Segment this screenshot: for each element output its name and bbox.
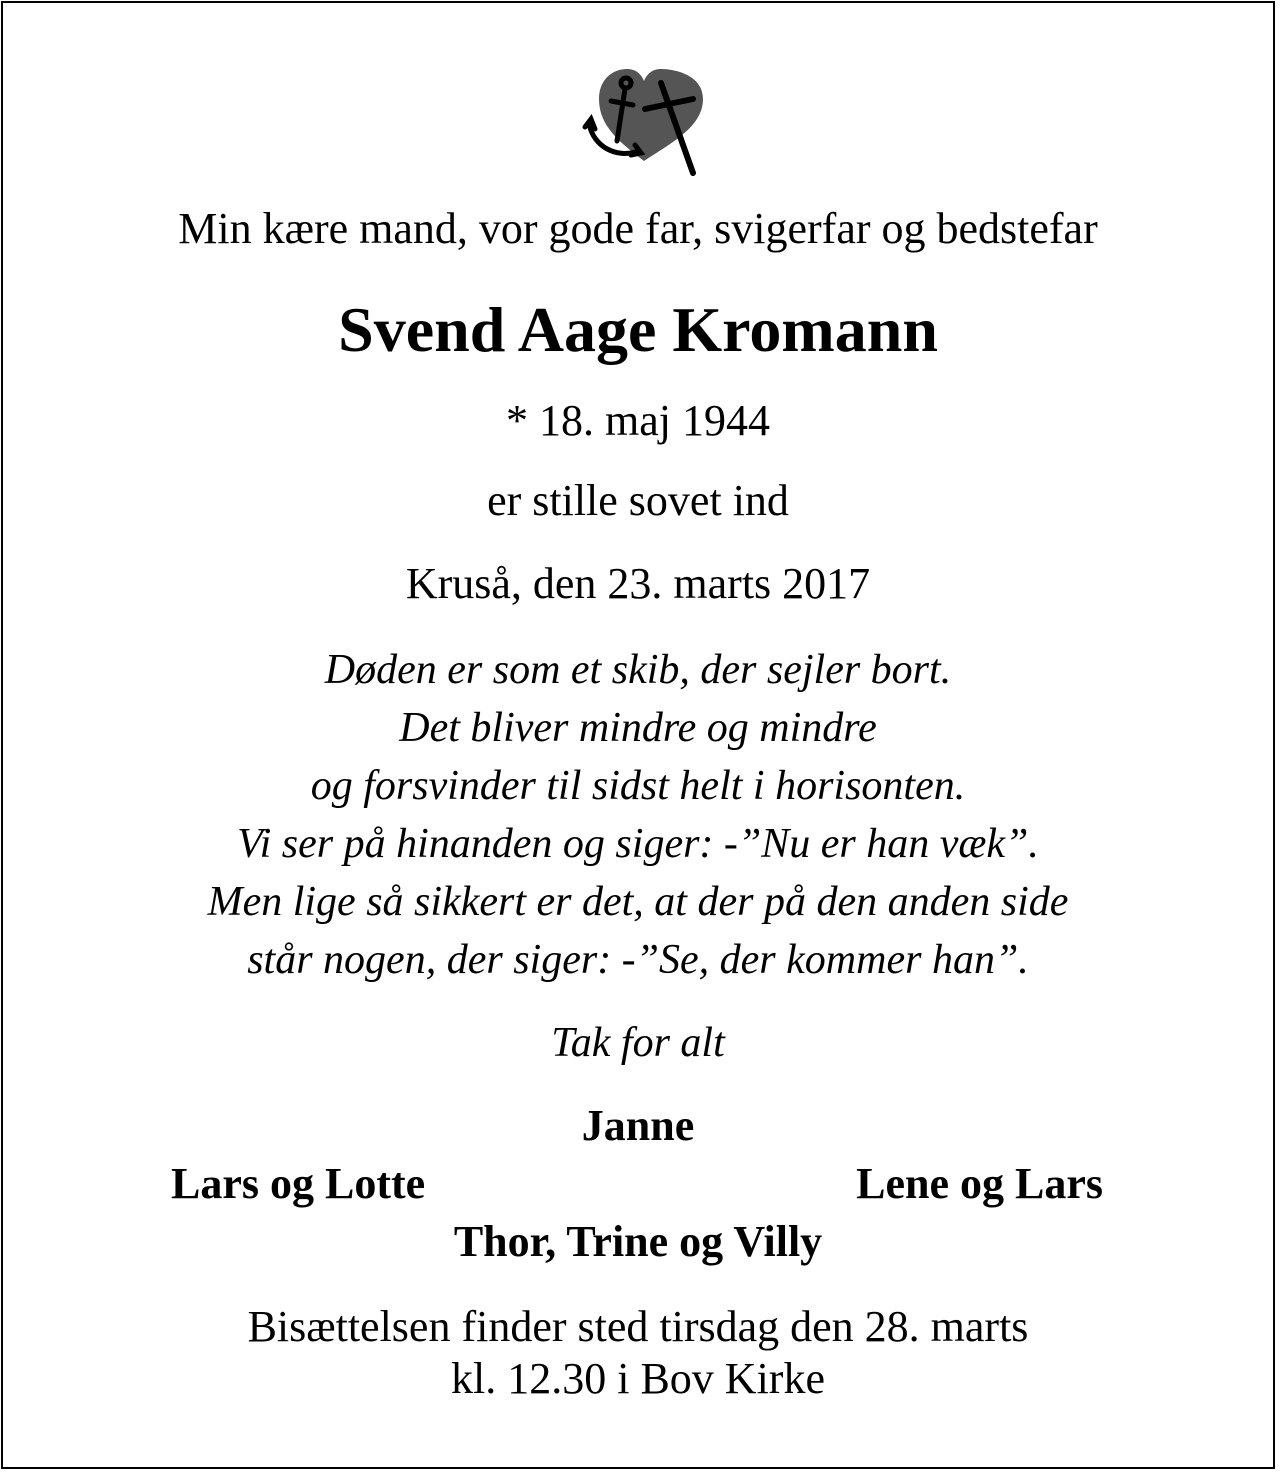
thanks-text: Tak for alt: [551, 1020, 725, 1066]
family-grandchildren: Thor, Trine og Villy: [453, 1217, 823, 1266]
faith-hope-love-icon: [581, 61, 707, 177]
place-and-date: Kruså, den 23. marts 2017: [405, 559, 871, 608]
family-right: Lene og Lars: [856, 1159, 1103, 1208]
obituary-notice: [1, 1, 1275, 1469]
deceased-name: Svend Aage Kromann: [338, 294, 938, 365]
poem-line: står nogen, der siger: -”Se, der kommer han”.: [247, 937, 1029, 983]
heart-shape: [599, 69, 703, 161]
intro-text: Min kære mand, vor gode far, svigerfar og bedstefar: [178, 204, 1098, 253]
poem: [3, 641, 1273, 989]
poem-line: Døden er som et skib, der sejler bort.: [324, 647, 952, 693]
poem-line: Det bliver mindre og mindre: [399, 705, 877, 751]
poem-line: og forsvinder til sidst helt i horisonten.: [310, 763, 966, 809]
family-spouse: Janne: [581, 1101, 695, 1150]
funeral-line: kl. 12.30 i Bov Kirke: [451, 1354, 825, 1403]
passed-text: er stille sovet ind: [487, 476, 789, 525]
funeral-line: Bisættelsen finder sted tirsdag den 28. marts: [247, 1302, 1029, 1351]
funeral-details: [3, 1301, 1273, 1405]
poem-line: Vi ser på hinanden og siger: -”Nu er han væk”.: [237, 821, 1039, 867]
poem-line: Men lige så sikkert er det, at der på den anden side: [207, 879, 1069, 925]
birth-date: * 18. maj 1944: [506, 396, 770, 445]
family-left: Lars og Lotte: [171, 1159, 426, 1208]
